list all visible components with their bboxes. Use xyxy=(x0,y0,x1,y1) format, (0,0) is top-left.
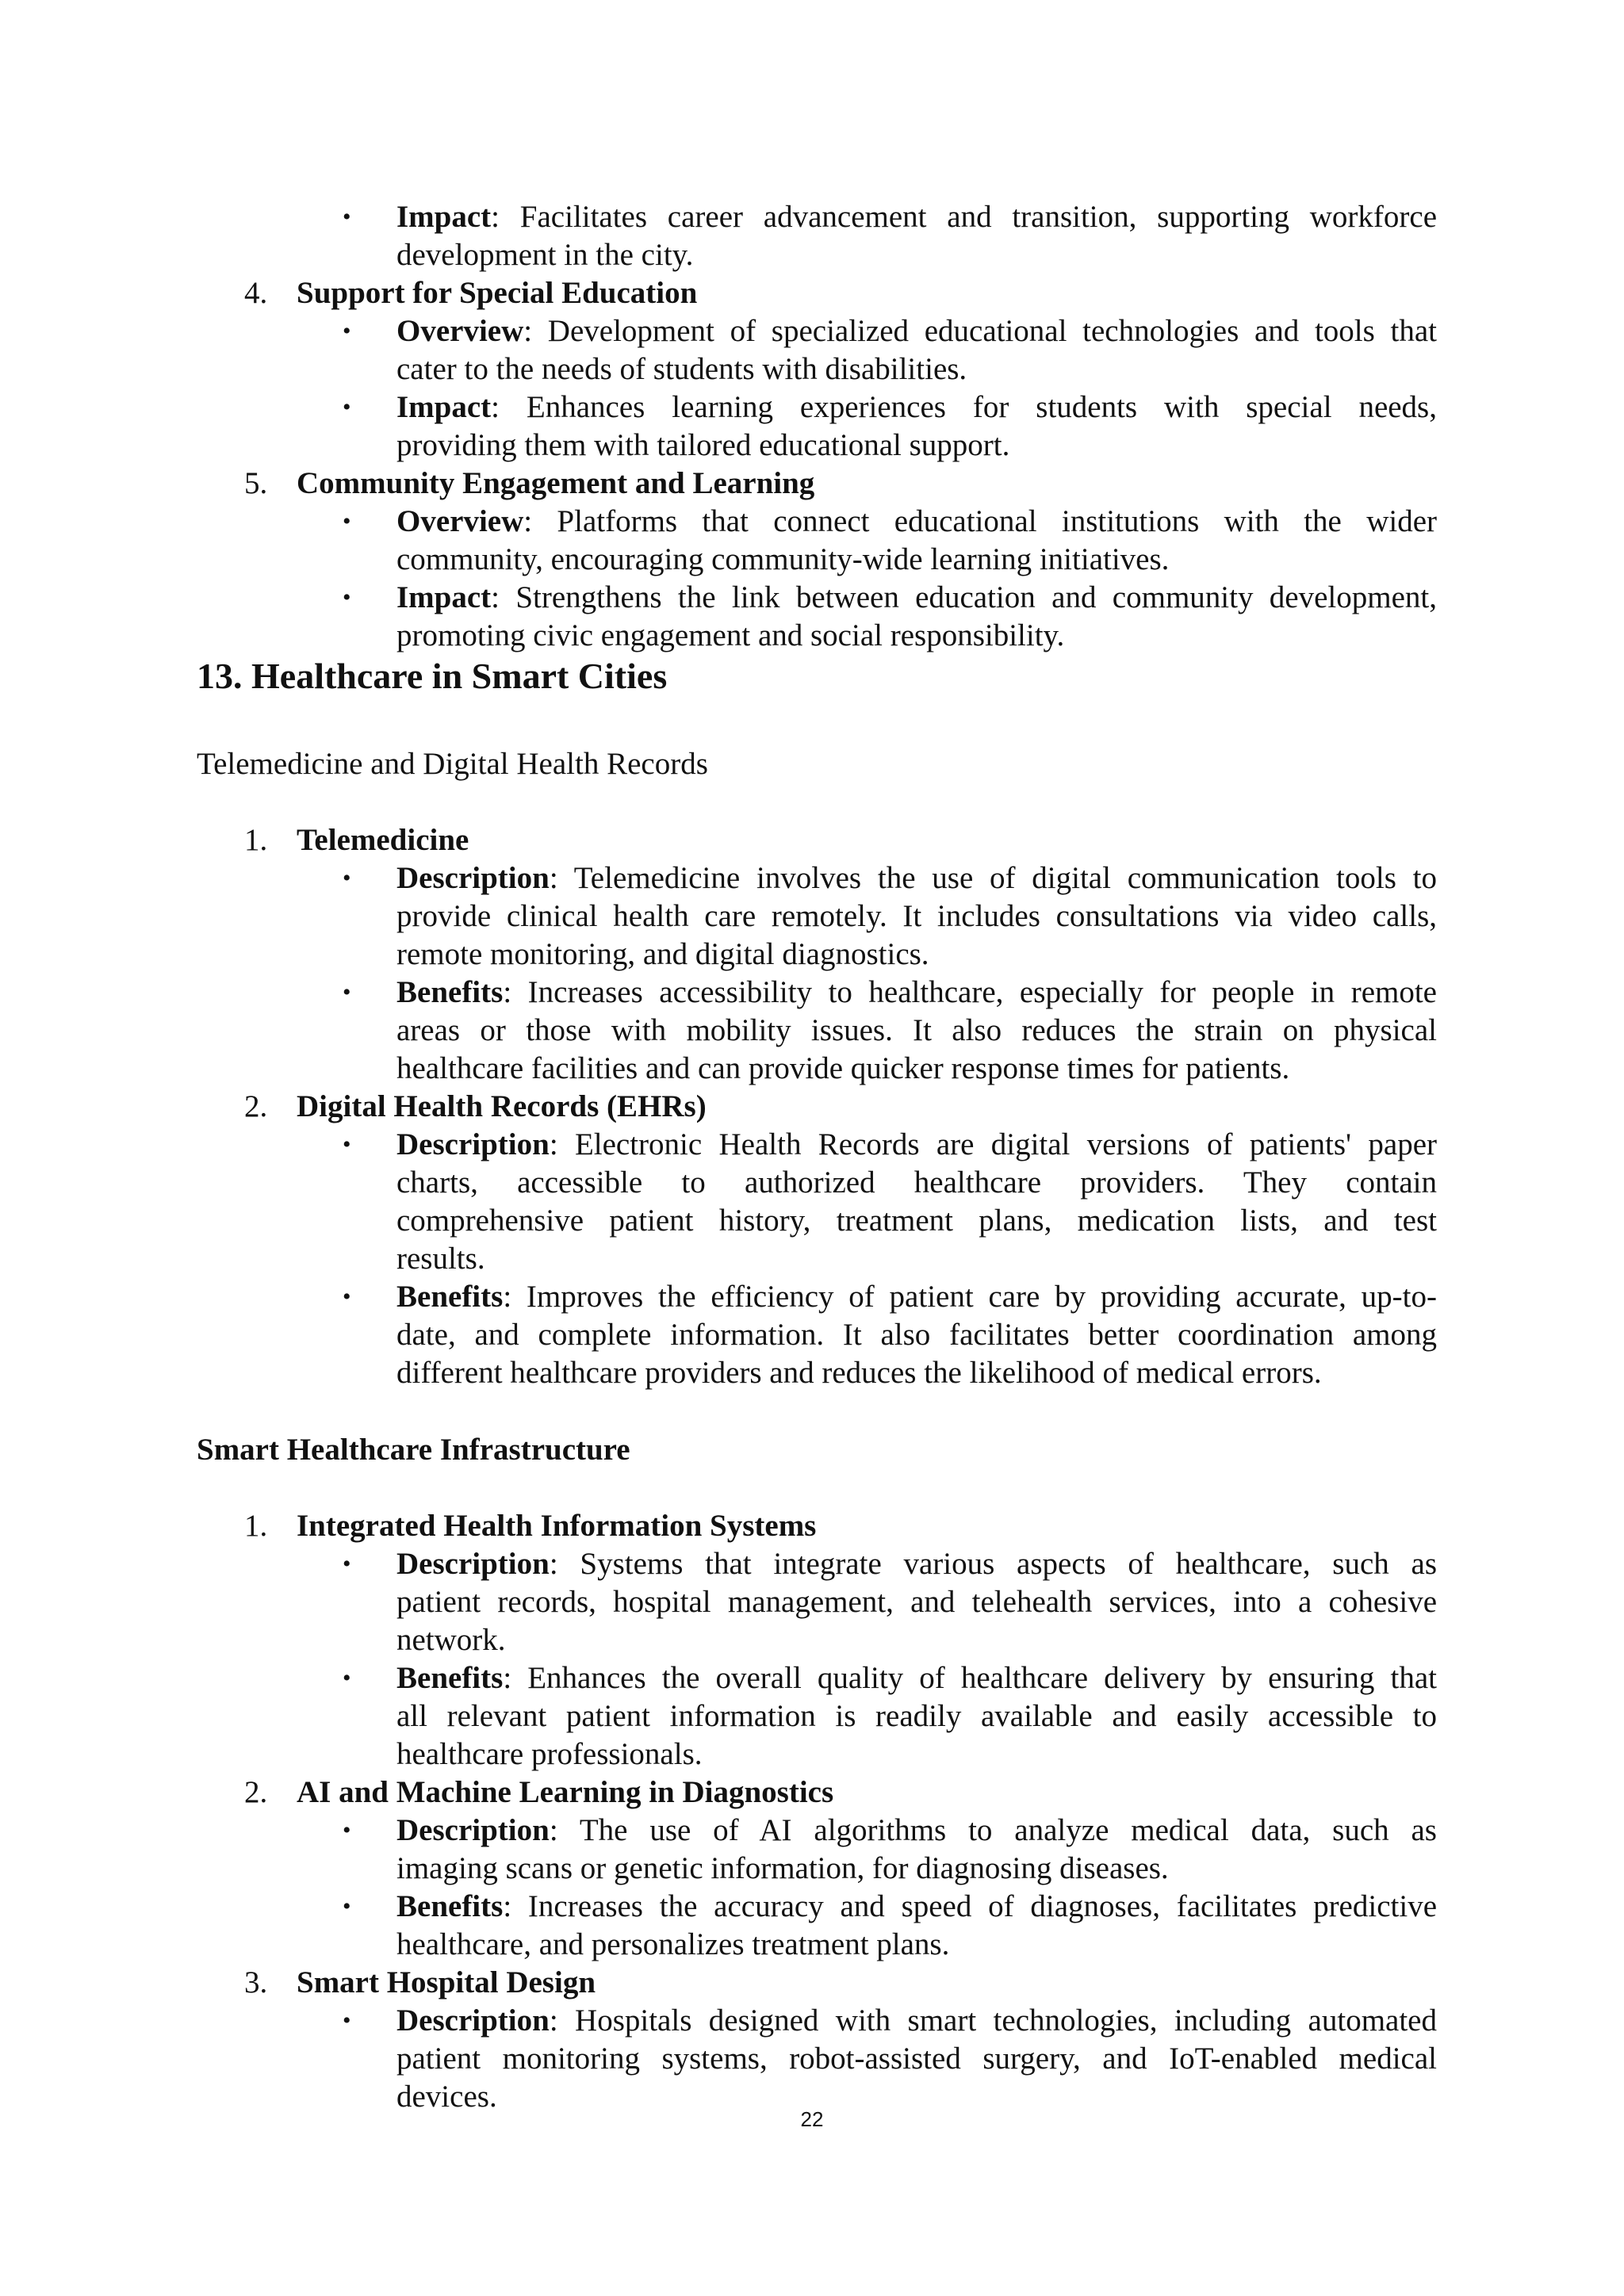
bullet-point: • xyxy=(343,394,351,420)
bullet-point: • xyxy=(343,204,351,230)
item-5-impact-line-2: promoting civic engagement and social responsibility. xyxy=(396,618,1065,652)
hospital-title: Smart Hospital Design xyxy=(297,1965,596,1999)
ai-description-line-2: imaging scans or genetic information, for diagnosing diseases. xyxy=(396,1851,1169,1885)
ehr-description-line-1: Description: Electronic Health Records are digital versions of patients' paper xyxy=(396,1127,1437,1161)
section-heading: 13. Healthcare in Smart Cities xyxy=(197,656,668,696)
item-5-impact-line-1: Impact: Strengthens the link between education and community development, xyxy=(396,580,1437,614)
list-number: 2. xyxy=(244,1775,268,1809)
ehr-description-line-2: charts, accessible to authorized healthcare providers. They contain xyxy=(396,1165,1437,1200)
item-4-impact-line-1: Impact: Enhances learning experiences for students with special needs, xyxy=(396,390,1437,424)
bullet-point: • xyxy=(343,979,351,1005)
bullet-point: • xyxy=(343,584,351,610)
subheading-infrastructure: Smart Healthcare Infrastructure xyxy=(197,1433,630,1467)
item-5-title: Community Engagement and Learning xyxy=(297,466,815,500)
ihis-description-line-1: Description: Systems that integrate various aspects of healthcare, such as xyxy=(396,1547,1437,1581)
ai-benefits-line-1: Benefits: Increases the accuracy and speed of diagnoses, facilitates predictive xyxy=(396,1889,1437,1923)
list-number: 2. xyxy=(244,1089,268,1123)
ehr-benefits-line-1: Benefits: Improves the efficiency of patient care by providing accurate, up-to- xyxy=(396,1280,1437,1314)
ihis-description-line-3: network. xyxy=(396,1623,506,1657)
bullet-point: • xyxy=(343,1284,351,1310)
ihis-benefits-line-1: Benefits: Enhances the overall quality of healthcare delivery by ensuring that xyxy=(396,1661,1437,1695)
subheading-telemedicine-records: Telemedicine and Digital Health Records xyxy=(197,747,708,781)
ihis-title: Integrated Health Information Systems xyxy=(297,1509,817,1543)
page-number: 22 xyxy=(800,2107,824,2131)
bullet-point: • xyxy=(343,1893,351,1919)
list-number: 3. xyxy=(244,1965,268,1999)
item-4-overview-line-2: cater to the needs of students with disabilities. xyxy=(396,352,967,386)
item-4-title: Support for Special Education xyxy=(297,276,698,310)
bullet-point: • xyxy=(343,1131,351,1158)
ehr-title: Digital Health Records (EHRs) xyxy=(297,1089,707,1123)
bullet-point: • xyxy=(343,1551,351,1577)
list-number: 4. xyxy=(244,276,268,310)
item-5-overview-line-1: Overview: Platforms that connect educational institutions with the wider xyxy=(396,504,1437,538)
telemedicine-title: Telemedicine xyxy=(297,823,469,857)
telemedicine-description-line-3: remote monitoring, and digital diagnostics. xyxy=(396,937,929,971)
ehr-benefits-line-3: different healthcare providers and reduces the likelihood of medical errors. xyxy=(396,1356,1322,1390)
ai-benefits-line-2: healthcare, and personalizes treatment plans. xyxy=(396,1927,950,1961)
ai-title: AI and Machine Learning in Diagnostics xyxy=(297,1775,834,1809)
impact-3-line-1: Impact: Facilitates career advancement and transition, supporting workforce xyxy=(396,200,1437,234)
bullet-point: • xyxy=(343,508,351,534)
ai-description-line-1: Description: The use of AI algorithms to analyze medical data, such as xyxy=(396,1813,1437,1847)
hospital-description-line-3: devices. xyxy=(396,2080,497,2114)
telemedicine-benefits-line-1: Benefits: Increases accessibility to healthcare, especially for people in remote xyxy=(396,975,1437,1009)
item-5-overview-line-2: community, encouraging community-wide learning initiatives. xyxy=(396,542,1170,576)
ihis-benefits-line-2: all relevant patient information is readily available and easily accessible to xyxy=(396,1699,1437,1733)
telemedicine-description-line-2: provide clinical health care remotely. It includes consultations via video calls, xyxy=(396,899,1437,933)
telemedicine-benefits-line-3: healthcare facilities and can provide quicker response times for patients. xyxy=(396,1051,1290,1085)
list-number: 5. xyxy=(244,466,268,500)
impact-3-line-2: development in the city. xyxy=(396,238,694,272)
bullet-point: • xyxy=(343,865,351,891)
bullet-point: • xyxy=(343,2007,351,2034)
hospital-description-line-1: Description: Hospitals designed with smart technologies, including automated xyxy=(396,2003,1437,2038)
bullet-point: • xyxy=(343,318,351,344)
ehr-description-line-3: comprehensive patient history, treatment plans, medication lists, and test xyxy=(396,1203,1437,1238)
ehr-description-line-4: results. xyxy=(396,1242,485,1276)
list-number: 1. xyxy=(244,823,268,857)
bullet-point: • xyxy=(343,1665,351,1691)
ehr-benefits-line-2: date, and complete information. It also facilitates better coordination among xyxy=(396,1318,1437,1352)
telemedicine-description-line-1: Description: Telemedicine involves the use of digital communication tools to xyxy=(396,861,1437,895)
bullet-point: • xyxy=(343,1817,351,1843)
list-number: 1. xyxy=(244,1509,268,1543)
telemedicine-benefits-line-2: areas or those with mobility issues. It also reduces the strain on physical xyxy=(396,1013,1437,1047)
item-4-impact-line-2: providing them with tailored educational support. xyxy=(396,428,1010,462)
item-4-overview-line-1: Overview: Development of specialized educational technologies and tools that xyxy=(396,314,1437,348)
hospital-description-line-2: patient monitoring systems, robot-assisted surgery, and IoT-enabled medical xyxy=(396,2042,1437,2076)
ihis-description-line-2: patient records, hospital management, and telehealth services, into a cohesive xyxy=(396,1585,1437,1619)
ihis-benefits-line-3: healthcare professionals. xyxy=(396,1737,703,1771)
